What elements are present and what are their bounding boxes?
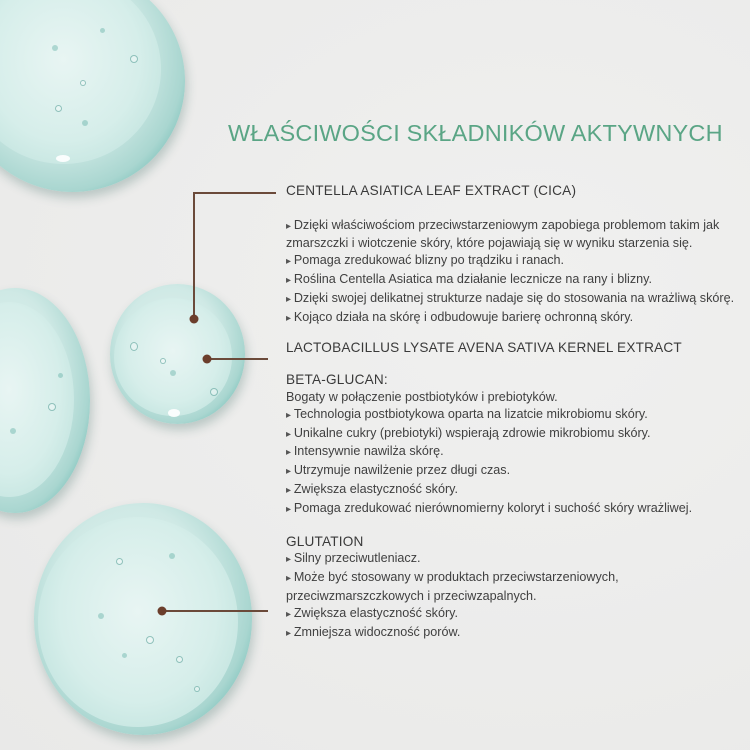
bullet-item: ▸ Utrzymuje nawilżenie przez długi czas. <box>286 462 736 481</box>
bullet-item: ▸ Kojąco działa na skórę i odbudowuje barierę ochronną skóry. <box>286 309 736 328</box>
gel-droplet-bottom <box>34 503 252 735</box>
bullet-item: ▸ Pomaga zredukować nierównomierny koloryt i suchość skóry wrażliwej. <box>286 500 736 519</box>
section-glutation <box>286 534 736 643</box>
section-lactobacillus <box>286 340 736 357</box>
bullet-item: ▸ Dzięki swojej delikatnej strukturze nadaje się do stosowania na wrażliwą skórę. <box>286 290 736 309</box>
bullet-item: ▸ Zwiększa elastyczność skóry. <box>286 481 736 500</box>
section-intro: Bogaty w połączenie postbiotyków i prebiotyków. <box>286 389 558 404</box>
section-heading: GLUTATION <box>286 533 364 549</box>
connector-line-glutation <box>162 610 268 612</box>
ingredients-content <box>286 183 736 642</box>
bullet-item: ▸ Unikalne cukry (prebiotyki) wspierają zdrowie mikrobiomu skóry. <box>286 425 736 444</box>
connector-dot-lactobacillus <box>203 355 212 364</box>
bullet-item: ▸ Intensywnie nawilża skórę. <box>286 443 736 462</box>
bullet-item: ▸ Pomaga zredukować blizny po trądziku i ranach. <box>286 252 736 271</box>
connector-line-cica-horizontal <box>193 192 276 194</box>
bullet-item: ▸ Technologia postbiotykowa oparta na lizatcie mikrobiomu skóry. <box>286 406 736 425</box>
bullet-item: ▸ Może być stosowany w produktach przeciwstarzeniowych, przeciwzmarszczkowych i przeciwzapalnych. <box>286 569 736 605</box>
section-heading: CENTELLA ASIATICA LEAF EXTRACT (CICA) <box>286 183 577 198</box>
section-beta-glucan <box>286 372 736 518</box>
connector-line-cica-vertical <box>193 192 195 319</box>
section-cica <box>286 183 736 327</box>
bullet-item: ▸ Zwiększa elastyczność skóry. <box>286 605 736 624</box>
bullet-item: ▸ Roślina Centella Asiatica ma działanie lecznicze na rany i blizny. <box>286 271 736 290</box>
connector-dot-glutation <box>158 607 167 616</box>
bullet-item: ▸ Silny przeciwutleniacz. <box>286 550 736 569</box>
bullet-item: ▸ Zmniejsza widoczność porów. <box>286 624 736 643</box>
gel-droplet-center <box>110 284 245 424</box>
page-title: WŁAŚCIWOŚCI SKŁADNIKÓW AKTYWNYCH <box>228 120 723 146</box>
connector-line-lactobacillus <box>207 358 268 360</box>
connector-dot-cica <box>190 315 199 324</box>
section-heading: LACTOBACILLUS LYSATE AVENA SATIVA KERNEL EXTRACT <box>286 340 682 356</box>
section-heading: BETA-GLUCAN: <box>286 372 388 388</box>
bullet-item: ▸ Dzięki właściwościom przeciwstarzeniowym zapobiega problemom takim jak zmarszczki i wiotczenie skóry, które pojawiają się w wyniku starzenia się. <box>286 217 736 253</box>
